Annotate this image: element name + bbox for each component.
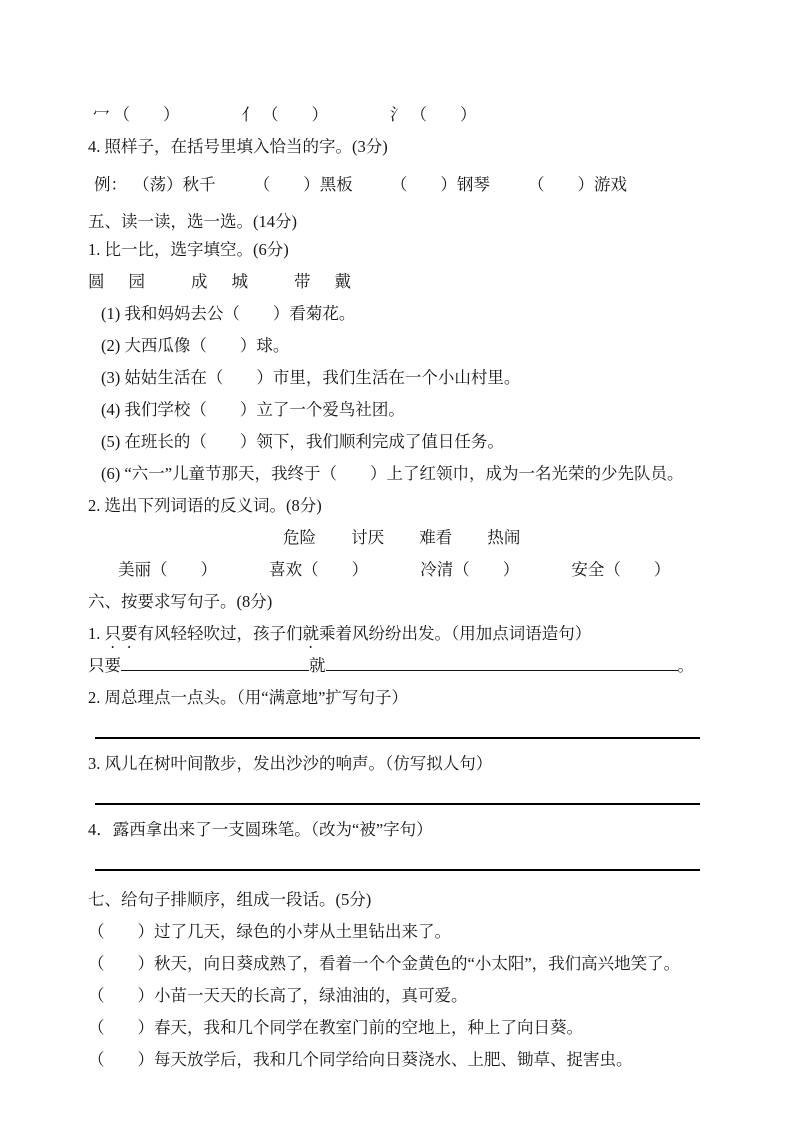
example-item: （ ）黑板	[253, 175, 353, 194]
antonym-blank: （ ）	[453, 560, 520, 579]
s5q2-prompt: 2. 选出下列词语的反义词。(8分)	[88, 496, 322, 515]
word-bank-word: 带	[294, 272, 311, 291]
s6q1-sentence	[88, 618, 753, 650]
s5q1-word-bank	[88, 266, 753, 298]
word-bank-pair	[191, 266, 248, 298]
answer-line-1	[95, 714, 700, 739]
s5q1-item-5: (5) 在班长的（ ）领下，我们顺利完成了值日任务。	[101, 432, 504, 451]
word-bank-word: 危险	[283, 528, 316, 547]
radical-blank-item	[242, 99, 329, 131]
s7-item-3: （ ）小苗一天天的长高了，绿油油的，真可爱。	[88, 986, 468, 1005]
fill-end-period: 。	[677, 656, 694, 675]
q4-prompt: 4. 照样子，在括号里填入恰当的字。(3分)	[88, 137, 388, 156]
word-bank-word: 讨厌	[351, 528, 385, 547]
answer-line-3	[95, 846, 700, 871]
section6-title: 六、按要求写句子。(8分)	[88, 592, 273, 611]
word-bank-word: 圆	[88, 272, 105, 291]
word-bank-word: 园	[128, 272, 145, 291]
word-bank-word: 热闹	[487, 528, 521, 547]
word-bank-pair	[88, 266, 145, 298]
dotted-word: 就	[302, 624, 319, 643]
radical-char: 亻	[241, 105, 258, 124]
word-bank-word: 戴	[334, 272, 351, 291]
s6q1-mid: 有风轻轻吹过，孩子们	[137, 624, 303, 643]
s6q1-tail: 乘着风纷纷出发。	[319, 624, 451, 643]
s7-item-1: （ ）过了几天，绿色的小芽从土里钻出来了。	[88, 922, 451, 941]
section7-title: 七、给句子排顺序，组成一段话。(5分)	[88, 890, 372, 909]
answer-line-2	[95, 780, 700, 805]
radical-blank: （ ）	[262, 105, 328, 124]
q4-example-row	[88, 169, 753, 201]
antonym-answer-group	[269, 554, 416, 586]
antonym-answer-group	[571, 554, 718, 586]
antonym-word: 美丽	[118, 560, 151, 579]
s7-item-5: （ ）每天放学后，我和几个同学给向日葵浇水、上肥、锄草、捉害虫。	[88, 1050, 633, 1069]
example-item: （ ）钢琴	[390, 175, 490, 194]
antonym-word: 喜欢	[269, 560, 303, 579]
s7-item-2: （ ）秋天，向日葵成熟了，看着一个个金黄色的“小太阳”，我们高兴地笑了。	[88, 954, 681, 973]
s5q2-answer-row	[88, 554, 753, 586]
antonym-answer-group	[118, 554, 265, 586]
s5q1-item-3: (3) 姑姑生活在（ ）市里，我们生活在一个小山村里。	[101, 368, 521, 387]
s5q1-item-6: (6) “六一”儿童节那天，我终于（ ）上了红领巾，成为一名光荣的少先队员。	[101, 464, 684, 483]
s6q1-number: 1.	[88, 624, 105, 643]
s5q1-item-1: (1) 我和妈妈去公（ ）看菊花。	[101, 304, 356, 323]
example-item: （ ）游戏	[528, 175, 627, 194]
s6q1-note: （用加点词语造句）	[451, 624, 592, 643]
s6q2-prompt: 2. 周总理点一点头。（用“满意地”扩写句子）	[88, 688, 408, 707]
s6q4-prompt: 4．露西拿出来了一支圆珠笔。（改为“被”字句）	[88, 820, 433, 839]
radical-blank: （ ）	[113, 105, 180, 124]
fill-lead-word: 只要	[88, 656, 121, 675]
word-bank-word: 难看	[419, 528, 453, 547]
antonym-word: 冷清	[420, 560, 454, 579]
radical-blank-item	[390, 99, 477, 131]
s7-item-4: （ ）春天，我和几个同学在教室门前的空地上，种上了向日葵。	[88, 1018, 583, 1037]
antonym-blank: （ ）	[604, 560, 671, 579]
word-bank-word: 城	[231, 272, 248, 291]
s5q1-prompt: 1. 比一比，选字填空。(6分)	[88, 240, 289, 259]
radical-blank-row	[88, 99, 753, 131]
radical-char: 冖	[93, 105, 110, 124]
word-bank-word: 成	[191, 272, 208, 291]
fill-blank-underline-1	[121, 652, 309, 671]
fill-conj-word: 就	[309, 656, 326, 675]
antonym-blank: （ ）	[151, 560, 217, 579]
antonym-blank: （ ）	[302, 560, 369, 579]
example-label: 例：	[94, 175, 127, 194]
s6q3-prompt: 3. 风儿在树叶间散步，发出沙沙的响声。（仿写拟人句）	[88, 754, 493, 773]
fill-blank-underline-2	[326, 652, 678, 671]
example-item: （荡）秋千	[133, 175, 216, 194]
s5q1-item-2: (2) 大西瓜像（ ）球。	[101, 336, 290, 355]
radical-blank-item	[93, 99, 180, 131]
word-bank-pair	[294, 266, 351, 298]
section5-title: 五、读一读，选一选。(14分)	[88, 212, 297, 231]
s5q1-item-4: (4) 我们学校（ ）立了一个爱鸟社团。	[101, 400, 405, 419]
antonym-answer-group	[420, 554, 567, 586]
dotted-word: 只要	[104, 624, 138, 643]
s5q2-word-bank	[88, 522, 753, 554]
radical-blank: （ ）	[410, 105, 477, 124]
antonym-word: 安全	[571, 560, 605, 579]
s6q1-fill-line	[88, 650, 753, 682]
radical-char: 氵	[390, 105, 407, 124]
